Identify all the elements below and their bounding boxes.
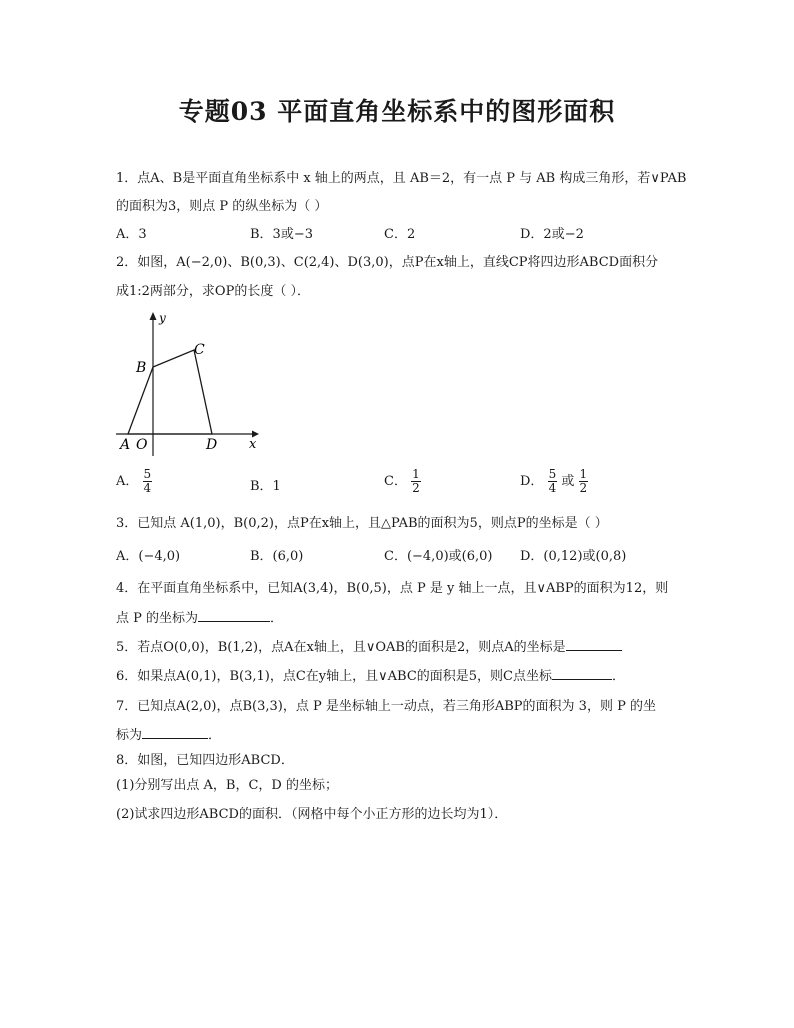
label-d: D bbox=[206, 437, 218, 453]
y-axis-label: y bbox=[159, 311, 166, 325]
q5-answer-blank[interactable] bbox=[566, 638, 622, 651]
q8-line-1: 8．如图，已知四边形ABCD． bbox=[116, 753, 294, 768]
q7-answer-blank[interactable] bbox=[142, 726, 208, 739]
label-o: O bbox=[136, 437, 148, 453]
q4-line-2-end: ． bbox=[270, 611, 284, 626]
q2-option-b: B．1 bbox=[250, 479, 281, 494]
q6-line-1 bbox=[116, 667, 625, 686]
q2-option-c bbox=[384, 468, 421, 495]
page-title: 专题03 平面直角坐标系中的图形面积 bbox=[178, 97, 616, 126]
q5-text: 5．若点O(0,0)，B(1,2)，点A在x轴上，且∨OAB的面积是2，则点A的坐标是 bbox=[116, 640, 566, 655]
q2-option-a bbox=[116, 468, 152, 495]
q2-option-c-numerator: 1 bbox=[412, 467, 420, 481]
q1-line-2: 的面积为3，则点 P 的纵坐标为（ ） bbox=[116, 199, 328, 214]
q2-option-a-label: A． bbox=[116, 474, 139, 489]
q3-option-d: D．(0,12)或(0,8) bbox=[520, 549, 627, 564]
q3-option-c: C．(−4,0)或(6,0) bbox=[384, 549, 493, 564]
x-axis-label: x bbox=[249, 437, 257, 452]
q2-option-d-fraction-2 bbox=[579, 468, 589, 495]
q2-option-d-numerator-1: 5 bbox=[548, 467, 557, 481]
q5-line-1 bbox=[116, 638, 622, 657]
q6-answer-blank[interactable] bbox=[552, 667, 612, 680]
q1-option-c: C．2 bbox=[384, 227, 416, 242]
q2-option-d-or: 或 bbox=[561, 474, 575, 489]
q2-line-1: 2．如图，A(−2,0)、B(0,3)、C(2,4)、D(3,0)，点P在x轴上，直线CP将四边形ABCD面积分 bbox=[116, 255, 659, 270]
q3-option-a: A．(−4,0) bbox=[116, 549, 181, 564]
q2-option-c-denominator: 2 bbox=[412, 481, 420, 495]
q2-option-d-denominator-1: 4 bbox=[548, 481, 557, 495]
q8-line-2: (1)分别写出点 A，B，C，D 的坐标； bbox=[116, 778, 338, 793]
q2-option-d-denominator-2: 2 bbox=[579, 481, 588, 495]
q2-line-2: 成1:2两部分，求OP的长度（ ）． bbox=[116, 284, 310, 299]
q7-line-1: 7．已知点A(2,0)，点B(3,3)，点 P 是坐标轴上一动点，若三角形ABP的面积为 3，则 P 的坐 bbox=[116, 699, 656, 714]
q4-line-2-text: 点 P 的坐标为 bbox=[116, 611, 199, 626]
q6-text: 6．如果点A(0,1)，B(3,1)，点C在y轴上，且∨ABC的面积是5，则C点坐标 bbox=[116, 669, 553, 684]
q3-option-b: B．(6,0) bbox=[250, 549, 304, 564]
label-c: C bbox=[194, 342, 205, 358]
q1-option-a: A．3 bbox=[116, 227, 147, 242]
q7-line-2-text: 标为 bbox=[116, 728, 143, 743]
q2-option-d-label: D． bbox=[520, 474, 544, 489]
label-a: A bbox=[120, 437, 131, 453]
q2-option-d bbox=[520, 468, 588, 495]
q2-option-a-denominator: 4 bbox=[143, 481, 152, 495]
q2-figure bbox=[112, 308, 272, 458]
q1-option-b: B．3或−3 bbox=[250, 227, 313, 242]
q1-line-1: 1．点A、B是平面直角坐标系中 x 轴上的两点，且 AB＝2，有一点 P 与 AB 构成三角形，若∨PAB bbox=[116, 171, 687, 186]
q4-line-2 bbox=[116, 609, 283, 628]
y-axis-arrow-icon bbox=[150, 312, 157, 320]
q2-option-d-numerator-2: 1 bbox=[579, 467, 588, 481]
label-b: B bbox=[136, 360, 147, 376]
q2-option-d-fraction-1 bbox=[548, 468, 558, 495]
q2-option-c-label: C． bbox=[384, 474, 407, 489]
q8-line-3: (2)试求四边形ABCD的面积．（网格中每个小正方形的边长均为1）． bbox=[116, 807, 508, 822]
q2-option-a-numerator: 5 bbox=[143, 467, 152, 481]
q2-option-a-fraction bbox=[143, 468, 153, 495]
q7-line-2 bbox=[116, 726, 221, 745]
q4-line-1: 4．在平面直角坐标系中，已知A(3,4)，B(0,5)，点 P 是 y 轴上一点，且∨ABP的面积为12，则 bbox=[116, 581, 669, 596]
q4-answer-blank[interactable] bbox=[198, 609, 270, 622]
q2-option-c-fraction bbox=[411, 468, 421, 495]
q3-line-1: 3．已知点 A(1,0)，B(0,2)，点P在x轴上，且△PAB的面积为5，则点P的坐标是（ ） bbox=[116, 516, 608, 531]
q1-option-d: D．2或−2 bbox=[520, 227, 584, 242]
q6-end: ． bbox=[612, 669, 626, 684]
q7-line-2-end: ． bbox=[208, 728, 222, 743]
